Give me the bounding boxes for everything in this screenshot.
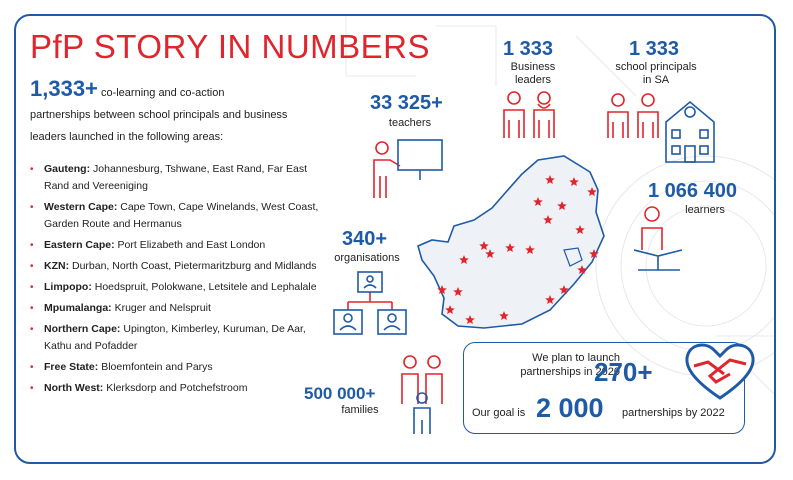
teachers-label: teachers	[388, 117, 432, 129]
intro-line3: leaders launched in the following areas:	[30, 131, 224, 143]
principals-label: school principals in SA	[615, 61, 697, 86]
region-item: • Limpopo: Hoedspruit, Polokwane, Letsitele and Lephalale	[30, 281, 317, 293]
goal-number: 2 000	[536, 393, 604, 423]
business-leaders-label: Business leaders	[510, 61, 556, 86]
plan-2020-number: 270+	[594, 357, 653, 387]
region-item: • Gauteng: Johannesburg, Tshwane, East Rand, Far East Rand and Vereeniging	[30, 163, 308, 192]
page-title: PfP STORY IN NUMBERS	[30, 28, 431, 65]
teachers-number: 33 325+	[370, 92, 443, 114]
intro-line1: co-learning and co-action	[97, 87, 225, 99]
school-principals-icon	[604, 88, 716, 164]
business-leaders-number: 1 333	[503, 38, 554, 60]
region-list	[30, 161, 330, 401]
goal-prefix: Our goal is	[472, 407, 526, 419]
organisations-label: organisations	[334, 252, 400, 264]
family-icon	[396, 352, 448, 436]
intro-line2: partnerships between school principals and business	[30, 109, 288, 121]
south-africa-map	[414, 150, 614, 340]
goal-suffix: partnerships by 2022	[622, 407, 725, 419]
region-item: • Eastern Cape: Port Elizabeth and East London	[30, 239, 266, 251]
handshake-heart-icon	[680, 336, 760, 406]
learners-label: learners	[685, 204, 725, 216]
intro-text	[30, 78, 330, 148]
region-item: • North West: Klerksdorp and Potchefstroom	[30, 382, 248, 394]
families-label: families	[341, 404, 379, 416]
region-item: • Northern Cape: Upington, Kimberley, Kuruman, De Aar, Kathu and Pofadder	[30, 323, 306, 352]
organisations-number: 340+	[342, 228, 388, 250]
region-item: • Western Cape: Cape Town, Cape Winelands, West Coast, Garden Route and Hermanus	[30, 201, 319, 230]
business-leaders-icon	[496, 90, 564, 140]
plan-text: We plan to launch partnerships in 2020	[520, 352, 620, 378]
families-number: 500 000+	[304, 384, 376, 403]
learners-number: 1 066 400	[648, 180, 737, 202]
organisation-chart-icon	[330, 270, 410, 338]
region-item: • KZN: Durban, North Coast, Pietermaritzburg and Midlands	[30, 260, 317, 272]
learner-icon	[630, 200, 688, 272]
region-item: • Mpumalanga: Kruger and Nelspruit	[30, 302, 211, 314]
intro-number: 1,333+	[30, 76, 98, 101]
region-item: • Free State: Bloemfontein and Parys	[30, 361, 213, 373]
principals-number: 1 333	[629, 38, 680, 60]
